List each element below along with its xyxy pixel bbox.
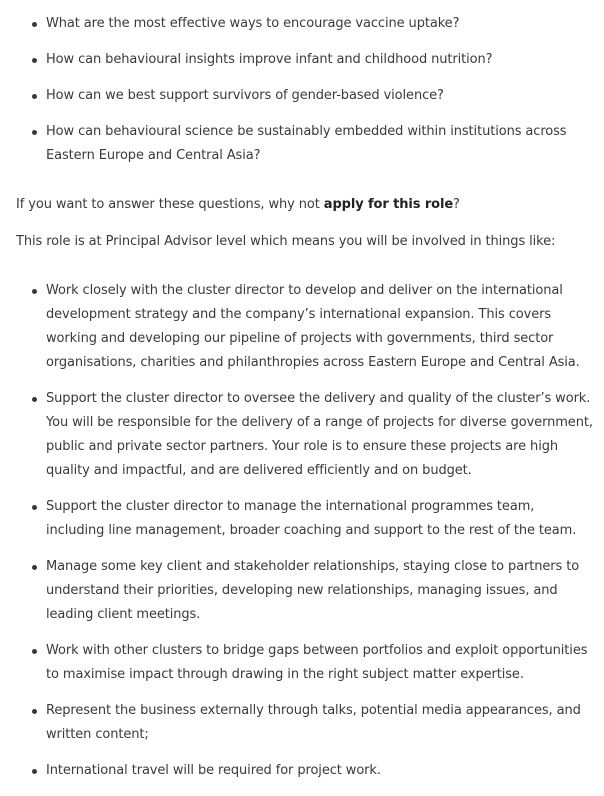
cta-suffix: ? (453, 197, 460, 212)
apply-call-to-action (16, 193, 596, 217)
responsibility-item: Work closely with the cluster director to develop and deliver on the international development strategy and the company’s international expansion. This covers working and developing our pipeline of projects with governments, third sector organisations, charities and philanthropies across Eastern Europe and Central Asia. (46, 279, 594, 375)
question-item: What are the most effective ways to encourage vaccine uptake? (46, 12, 594, 36)
responsibility-item: Support the cluster director to oversee the delivery and quality of the cluster’s work. You will be responsible for the delivery of a range of projects for diverse government, public and private sector partners. Your role is to ensure these projects are high quality and impactful, and are delivered efficiently and on budget. (46, 387, 594, 483)
question-item: How can behavioural science be sustainably embedded within institutions across Eastern Europe and Central Asia? (46, 120, 594, 168)
responsibility-item: Represent the business externally through talks, potential media appearances, and written content; (46, 699, 594, 747)
question-item: How can we best support survivors of gender-based violence? (46, 84, 594, 108)
apply-for-role-emphasis: apply for this role (323, 197, 454, 212)
responsibility-item: Manage some key client and stakeholder relationships, staying close to partners to understand their priorities, developing new relationships, managing issues, and leading client meetings. (46, 555, 594, 627)
role-intro: This role is at Principal Advisor level which means you will be involved in things like: (16, 234, 556, 249)
responsibility-item: Support the cluster director to manage the international programmes team, including line management, broader coaching and support to the rest of the team. (46, 495, 594, 543)
question-item: How can behavioural insights improve infant and childhood nutrition? (46, 48, 594, 72)
responsibility-item: International travel will be required for project work. (46, 759, 594, 783)
cta-prefix: If you want to answer these questions, why not (16, 197, 324, 212)
responsibility-item: Work with other clusters to bridge gaps between portfolios and exploit opportunities to maximise impact through drawing in the right subject matter expertise. (46, 639, 594, 687)
